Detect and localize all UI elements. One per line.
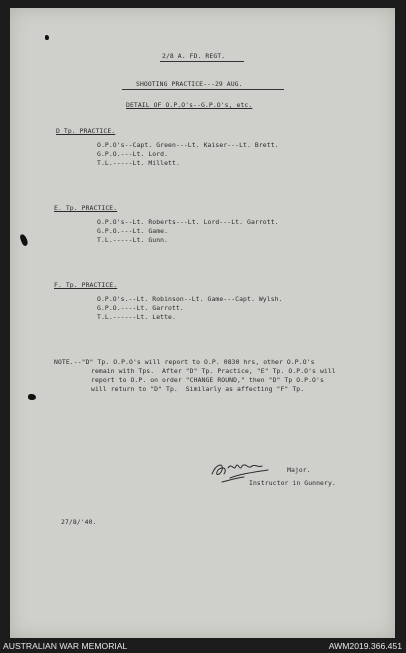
section-d-line: G.P.O.---Lt. Lord. [97,150,169,158]
section-heading-e: E. Tp. PRACTICE. [54,204,118,212]
document-page [10,8,395,638]
signature-rank: Major. [287,466,311,474]
archive-footer [0,640,406,653]
regiment-heading: 2/8 A. FD. REGT. [162,52,226,60]
regiment-underline [160,61,244,62]
section-e-line: T.L.-----Lt. Gunn. [97,236,169,244]
footer-accession-number: AWM2019.366.451 [328,641,402,651]
section-f-line: G.P.O.----Lt. Garrott. [97,304,184,312]
document-date: 27/8/'40. [61,518,97,526]
section-e-line: G.P.O.---Lt. Game. [97,227,169,235]
section-f-line: O.P.O's.--Lt. Robinson--Lt. Game---Capt. Wylsh. [97,295,283,303]
ink-blot [28,394,36,400]
section-heading-d: D Tp. PRACTICE. [56,127,116,135]
signature-title: Instructor in Gunnery. [249,479,336,487]
section-d-line: T.L.-----Lt. Millett. [97,159,180,167]
note-line: will return to "D" Tp. Similarly as affecting "F" Tp. [91,385,305,393]
subject-heading: SHOOTING PRACTICE---29 AUG. [136,80,243,88]
footer-institution: AUSTRALIAN WAR MEMORIAL [3,641,128,651]
section-d-line: O.P.O's--Capt. Green---Lt. Kaiser---Lt. Brett. [97,141,279,149]
note-line: NOTE.--"D" Tp. O.P.O's will report to O.P. 0830 hrs, other O.P.O's [54,358,315,366]
ink-blot [45,35,49,40]
ink-blot [19,233,29,246]
note-line: remain with Tps. After "D" Tp. Practice, "E" Tp. O.P.O's will [91,367,336,375]
section-heading-f: F. Tp. PRACTICE. [54,281,118,289]
detail-heading: DETAIL OF O.P.O's--G.P.O's, etc. [126,101,253,109]
note-line: report to O.P. on order "CHANGE ROUND," then "D" Tp O.P.O's [91,376,324,384]
section-f-line: T.L.------Lt. Lette. [97,313,176,321]
section-e-line: O.P.O's--Lt. Roberts---Lt. Lord---Lt. Garrott. [97,218,279,226]
subject-underline [122,89,284,90]
